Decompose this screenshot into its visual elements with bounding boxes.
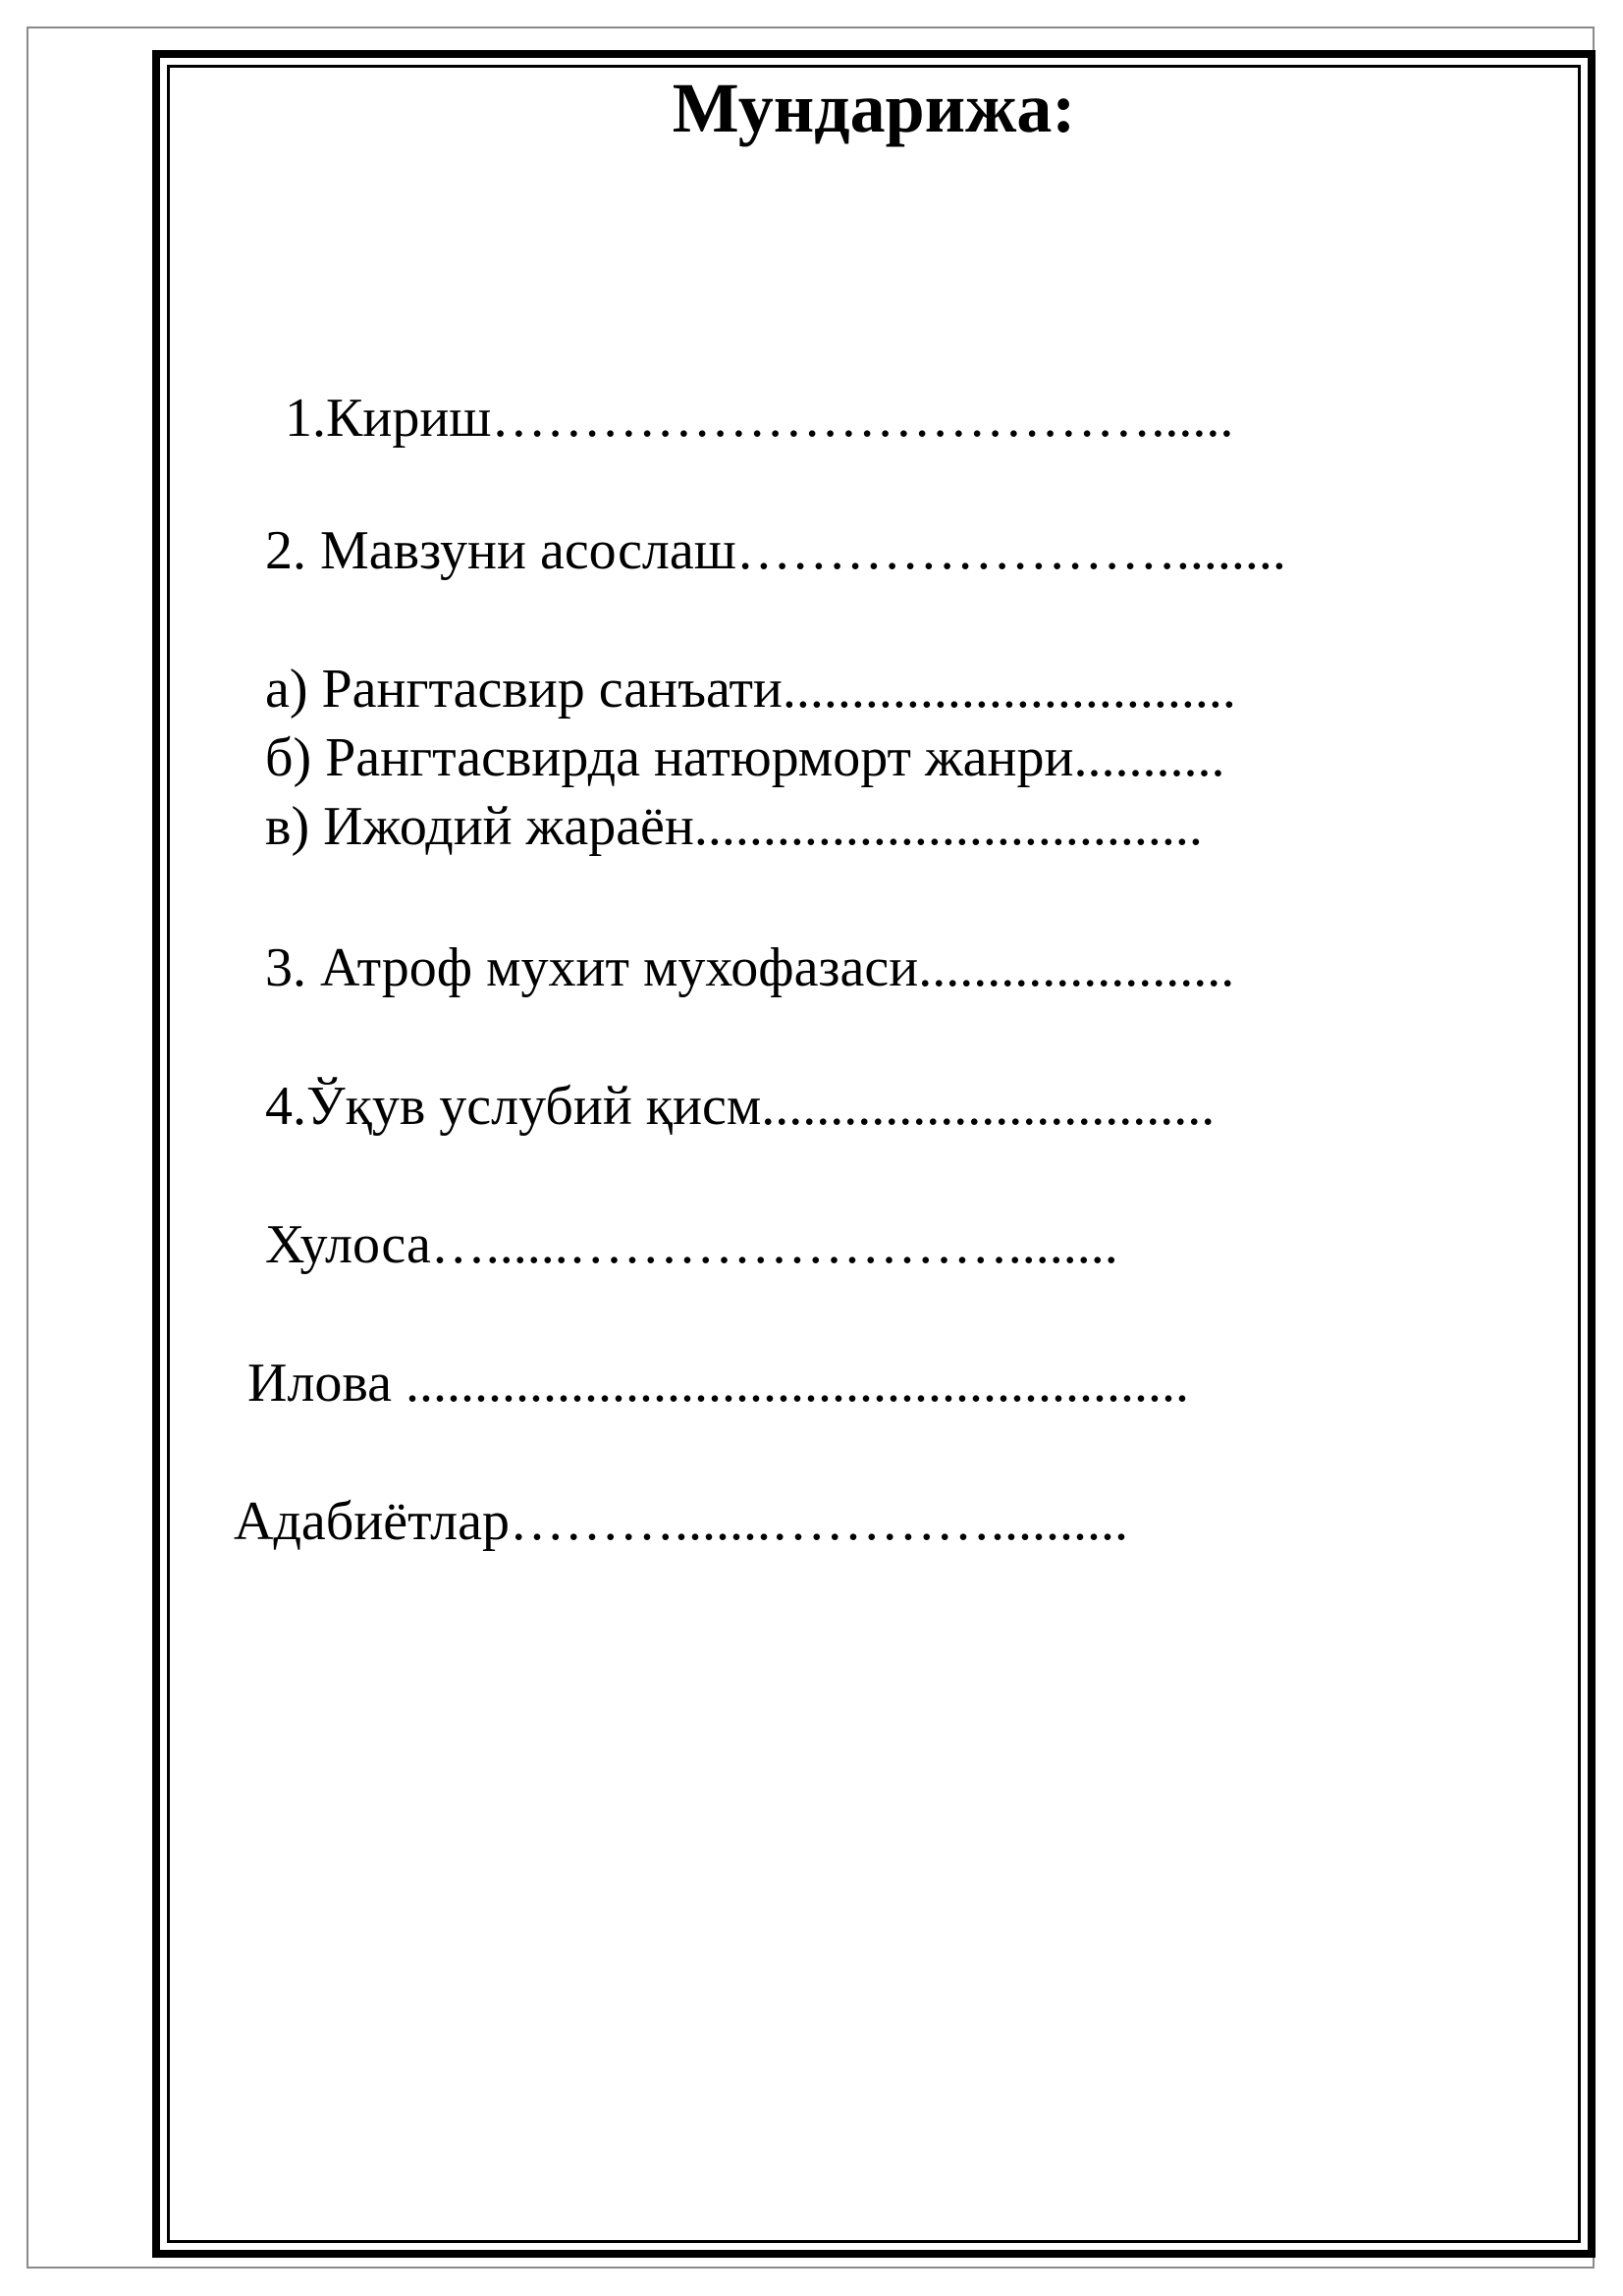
toc-entry-creative-process: в) Ижодий жараён.....................................	[265, 796, 1203, 857]
toc-entry-conclusion: Хулоса…......……………………........	[265, 1214, 1118, 1275]
toc-entry-still-life-genre: б) Рангтасвирда натюрморт жанри...........	[265, 727, 1225, 788]
toc-entry-environment-protection: 3. Атроф мухит мухофазаси.......................	[265, 937, 1235, 998]
toc-entry-methodology-section: 4.Ўқув услубий қисм.................................	[265, 1076, 1216, 1137]
toc-entry-painting-art: а) Рангтасвир санъати.................................	[265, 659, 1236, 720]
toc-entry-topic-justification: 2. Мавзуни асослаш……………………........	[265, 520, 1286, 581]
toc-entry-introduction: 1.Кириш………………………………......	[285, 388, 1234, 449]
toc-entry-appendix: Илова .........................................................	[247, 1353, 1189, 1414]
toc-entry-references: Адабиётлар……….......…………..........	[234, 1491, 1128, 1552]
page-title: Мундарижа:	[672, 69, 1076, 147]
